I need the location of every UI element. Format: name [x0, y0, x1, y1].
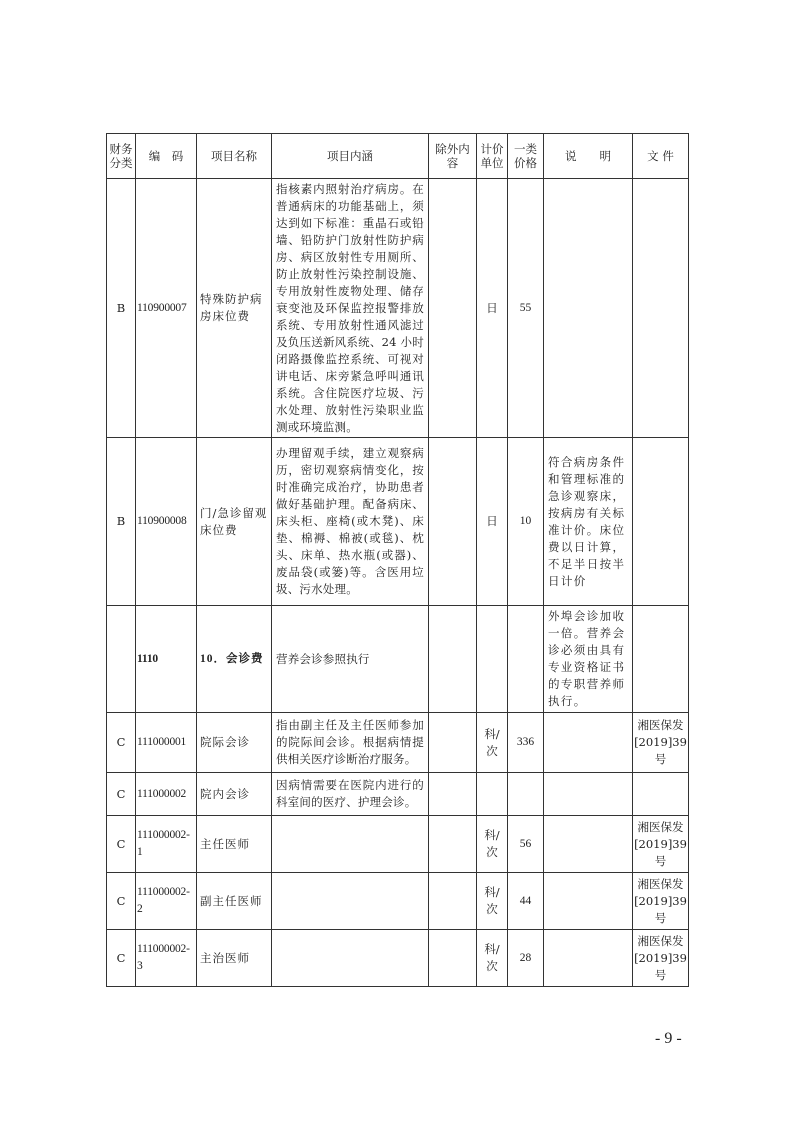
table-row — [107, 179, 689, 438]
cell-notes — [544, 713, 633, 773]
cell-content: 营养会诊参照执行 — [272, 606, 429, 713]
cell-code: 111000002-3 — [136, 930, 197, 987]
cell-unit — [477, 773, 508, 816]
cell-category: C — [107, 930, 136, 987]
cell-code: 111000002 — [136, 773, 197, 816]
header-category: 财务分类 — [107, 134, 136, 179]
cell-price: 56 — [508, 816, 544, 873]
cell-document — [633, 179, 689, 438]
section-code: 1110 — [136, 606, 197, 713]
cell-code: 111000002-1 — [136, 816, 197, 873]
cell-code: 110900008 — [136, 438, 197, 606]
cell-exclusions — [429, 930, 477, 987]
section-title: 10．会诊费 — [197, 606, 272, 713]
cell-notes — [544, 179, 633, 438]
cell-document: 湘医保发[2019]39号 — [633, 816, 689, 873]
cell-price: 44 — [508, 873, 544, 930]
cell-document: 湘医保发[2019]39号 — [633, 930, 689, 987]
header-row — [107, 134, 689, 179]
cell-exclusions — [429, 816, 477, 873]
cell-name: 主任医师 — [197, 816, 272, 873]
cell-code: 111000001 — [136, 713, 197, 773]
cell-code: 111000002-2 — [136, 873, 197, 930]
cell-name: 特殊防护病房床位费 — [197, 179, 272, 438]
header-unit: 计价单位 — [477, 134, 508, 179]
cell-name: 门/急诊留观床位费 — [197, 438, 272, 606]
cell-content — [272, 816, 429, 873]
header-notes: 说 明 — [544, 134, 633, 179]
section-row — [107, 606, 689, 713]
table-row — [107, 873, 689, 930]
cell-exclusions — [429, 873, 477, 930]
cell-unit: 日 — [477, 179, 508, 438]
table-row — [107, 930, 689, 987]
cell-content: 因病情需要在医院内进行的科室间的医疗、护理会诊。 — [272, 773, 429, 816]
cell-exclusions — [429, 438, 477, 606]
cell-document — [633, 606, 689, 713]
header-exclusions: 除外内容 — [429, 134, 477, 179]
cell-price: 336 — [508, 713, 544, 773]
cell-price — [508, 606, 544, 713]
cell-category: C — [107, 873, 136, 930]
cell-exclusions — [429, 713, 477, 773]
cell-document — [633, 438, 689, 606]
cell-document: 湘医保发[2019]39号 — [633, 873, 689, 930]
cell-category: B — [107, 179, 136, 438]
cell-category: C — [107, 816, 136, 873]
cell-notes — [544, 816, 633, 873]
header-document: 文 件 — [633, 134, 689, 179]
cell-exclusions — [429, 606, 477, 713]
fee-schedule-table — [106, 133, 689, 987]
table-row — [107, 438, 689, 606]
cell-category — [107, 606, 136, 713]
cell-notes — [544, 930, 633, 987]
cell-exclusions — [429, 773, 477, 816]
table-row — [107, 713, 689, 773]
cell-code: 110900007 — [136, 179, 197, 438]
cell-notes — [544, 773, 633, 816]
cell-category: C — [107, 773, 136, 816]
cell-document: 湘医保发[2019]39号 — [633, 713, 689, 773]
cell-unit: 科/次 — [477, 816, 508, 873]
cell-name: 院内会诊 — [197, 773, 272, 816]
header-content: 项目内涵 — [272, 134, 429, 179]
cell-category: C — [107, 713, 136, 773]
table-row — [107, 816, 689, 873]
cell-notes: 外埠会诊加收一倍。营养会诊必须由具有专业资格证书的专职营养师执行。 — [544, 606, 633, 713]
cell-price: 10 — [508, 438, 544, 606]
cell-category: B — [107, 438, 136, 606]
cell-notes: 符合病房条件和管理标准的急诊观察床，按病房有关标准计价。床位费以日计算，不足半日按半日计价 — [544, 438, 633, 606]
cell-name: 主治医师 — [197, 930, 272, 987]
cell-name: 副主任医师 — [197, 873, 272, 930]
cell-content: 办理留观手续，建立观察病历，密切观察病情变化，按时准确完成治疗，协助患者做好基础护理。配备病床、床头柜、座椅(或木凳)、床垫、棉褥、棉被(或毯)、枕头、床单、热水瓶(或器)、废品袋(或篓)等。含医用垃圾、污水处理。 — [272, 438, 429, 606]
cell-content: 指由副主任及主任医师参加的院际间会诊。根据病情提供相关医疗诊断治疗服务。 — [272, 713, 429, 773]
page-number: - 9 - — [655, 1030, 682, 1047]
cell-price: 28 — [508, 930, 544, 987]
cell-unit: 科/次 — [477, 713, 508, 773]
cell-unit — [477, 606, 508, 713]
cell-price — [508, 773, 544, 816]
cell-unit: 科/次 — [477, 873, 508, 930]
cell-unit: 日 — [477, 438, 508, 606]
cell-document — [633, 773, 689, 816]
cell-name: 院际会诊 — [197, 713, 272, 773]
cell-notes — [544, 873, 633, 930]
cell-content: 指核素内照射治疗病房。在普通病床的功能基础上，须达到如下标准：重晶石或铅墙、铅防护门放射性防护病房、病区放射性专用厕所、防止放射性污染控制设施、专用放射性废物处理、储存衰变池及环保监控报警排放系统、专用放射性通风滤过及负压送新风系统、24 小时闭路摄像监控系统、可视对讲电话、床旁紧急呼叫通讯系统。含住院医疗垃圾、污水处理、放射性污染职业监测或环境监测。 — [272, 179, 429, 438]
cell-unit: 科/次 — [477, 930, 508, 987]
header-name: 项目名称 — [197, 134, 272, 179]
cell-content — [272, 930, 429, 987]
header-price: 一类价格 — [508, 134, 544, 179]
cell-exclusions — [429, 179, 477, 438]
cell-content — [272, 873, 429, 930]
header-code: 编 码 — [136, 134, 197, 179]
cell-price: 55 — [508, 179, 544, 438]
table-row — [107, 773, 689, 816]
